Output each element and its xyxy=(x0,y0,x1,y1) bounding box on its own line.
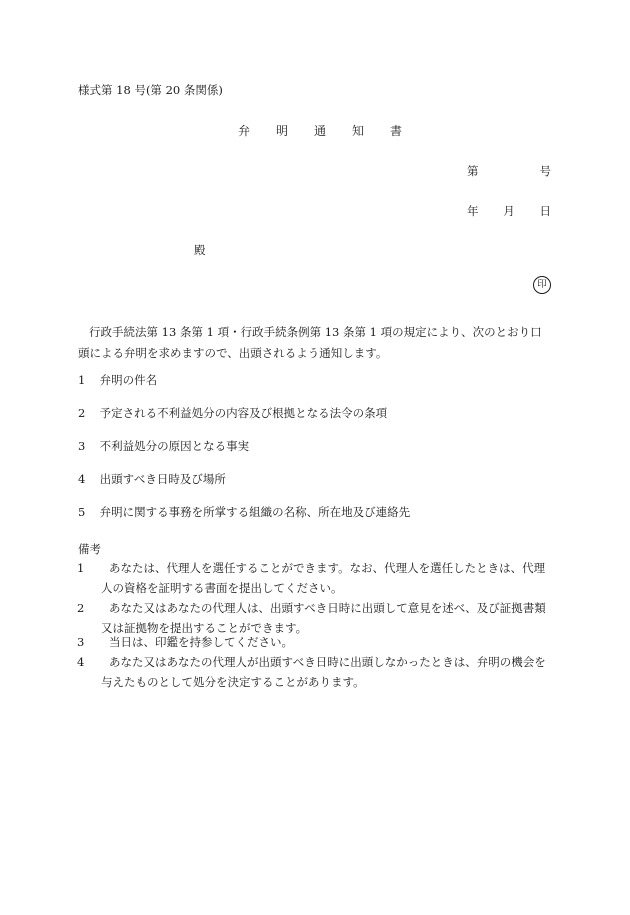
item-text: 不利益処分の原因となる事実 xyxy=(99,439,250,453)
item-text: 弁明の件名 xyxy=(99,373,158,387)
body-paragraph: 行政手続法第 13 条第 1 項・行政手続条例第 13 条第 1 項の規定により、次のとおり口頭による弁明を求めますので、出頭されるよう通知します。 xyxy=(78,325,542,360)
item-text: 予定される不利益処分の内容及び根拠となる法令の条項 xyxy=(99,406,388,420)
note-text: 当日は、印鑑を持参してください。 xyxy=(109,635,293,649)
note-text: あなたは、代理人を選任することができます。なお、代理人を選任したときは、代理人の資格を証明する書面を提出してください。 xyxy=(101,561,546,595)
item-number: 5 xyxy=(78,505,86,519)
seal-icon: 印 xyxy=(533,276,551,294)
item-number: 2 xyxy=(78,406,86,420)
item-3 xyxy=(78,438,249,454)
note-number: 4 xyxy=(77,655,85,669)
notes-heading: 備考 xyxy=(78,542,101,556)
addressee-honorific: 殿 xyxy=(194,243,206,257)
item-number: 3 xyxy=(78,439,86,453)
document-number xyxy=(467,163,551,179)
title-char: 弁 xyxy=(237,124,250,138)
note-4 xyxy=(78,652,553,692)
note-text: あなた又はあなたの代理人は、出頭すべき日時に出頭して意見を述べ、及び証拠書類又は証拠物を提出することができます。 xyxy=(101,601,546,635)
item-text: 出頭すべき日時及び場所 xyxy=(99,472,226,486)
form-number: 様式第 18 号(第 20 条関係) xyxy=(78,83,223,97)
item-number: 1 xyxy=(78,373,86,387)
year-label: 年 xyxy=(467,204,479,218)
item-4 xyxy=(78,471,226,487)
note-number: 1 xyxy=(77,561,85,575)
title-char: 書 xyxy=(389,124,402,138)
title-char: 通 xyxy=(313,124,326,138)
note-1 xyxy=(78,558,553,598)
title-char: 明 xyxy=(275,124,288,138)
item-2 xyxy=(78,405,387,421)
dai-label: 第 xyxy=(467,164,479,178)
item-text: 弁明に関する事務を所掌する組織の名称、所在地及び連絡先 xyxy=(99,505,411,519)
item-number: 4 xyxy=(78,472,86,486)
item-5 xyxy=(78,504,410,520)
note-3 xyxy=(78,632,553,652)
note-number: 2 xyxy=(77,601,85,615)
day-label: 日 xyxy=(539,204,551,218)
title-char: 知 xyxy=(351,124,364,138)
document-title xyxy=(0,123,630,139)
document-date xyxy=(467,203,551,219)
month-label: 月 xyxy=(503,204,515,218)
item-1 xyxy=(78,372,157,388)
note-text: あなた又はあなたの代理人が出頭すべき日時に出頭しなかったときは、弁明の機会を与えたものとして処分を決定することがあります。 xyxy=(101,655,546,689)
note-number: 3 xyxy=(77,635,85,649)
go-label: 号 xyxy=(539,164,551,178)
